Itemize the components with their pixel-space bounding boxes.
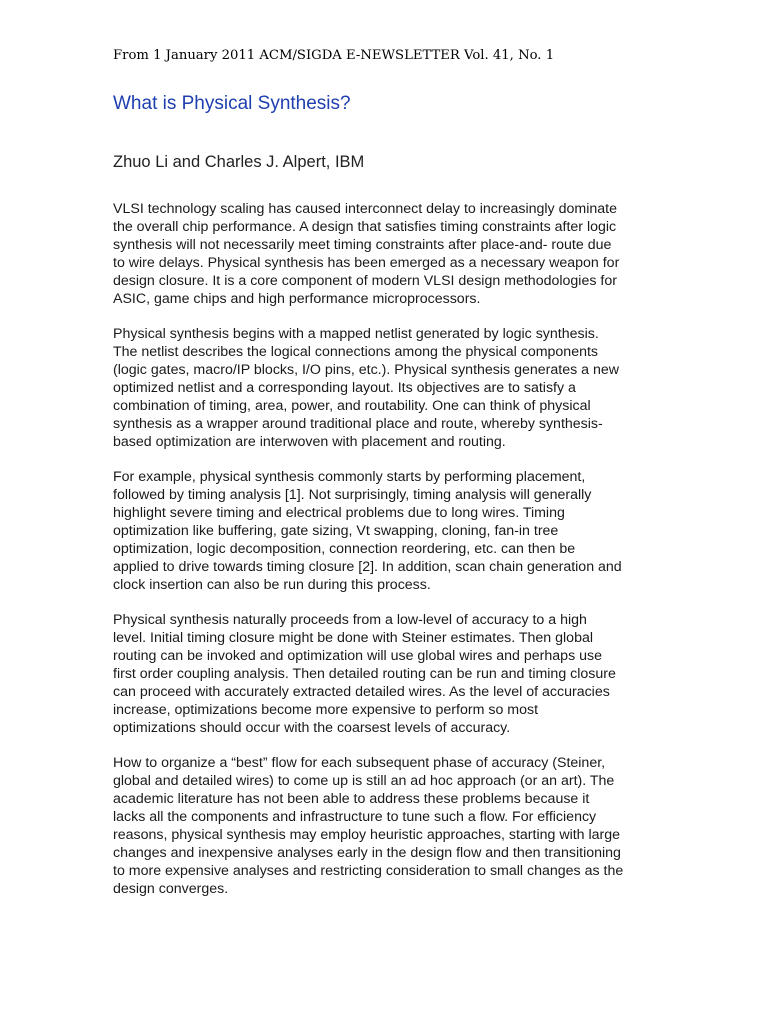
text-line: the overall chip performance. A design that satisfies timing constraints after logic <box>113 219 617 235</box>
text-line: How to organize a “best” flow for each subsequent phase of accuracy (Steiner, <box>113 755 606 771</box>
paragraph-netlist <box>113 325 658 451</box>
article-body <box>113 200 658 915</box>
text-line: level. Initial timing closure might be done with Steiner estimates. Then global <box>113 630 593 646</box>
text-line: applied to drive towards timing closure [2]. In addition, scan chain generation and <box>113 559 622 575</box>
text-line: combination of timing, area, power, and routability. One can think of physical <box>113 398 591 414</box>
text-line: synthesis will not necessarily meet timing constraints after place-and- route due <box>113 237 612 253</box>
text-line: ASIC, game chips and high performance microprocessors. <box>113 291 481 307</box>
text-line: design closure. It is a core component of modern VLSI design methodologies for <box>113 273 617 289</box>
article-title: What is Physical Synthesis? <box>113 93 351 114</box>
paragraph-example <box>113 468 658 594</box>
text-line: followed by timing analysis [1]. Not surprisingly, timing analysis will generally <box>113 487 592 503</box>
article-authors: Zhuo Li and Charles J. Alpert, IBM <box>113 153 365 171</box>
text-line: routing can be invoked and optimization will use global wires and perhaps use <box>113 648 602 664</box>
text-line: academic literature has not been able to address these problems because it <box>113 791 590 807</box>
text-line: first order coupling analysis. Then detailed routing can be run and timing closure <box>113 666 616 682</box>
paragraph-accuracy <box>113 611 658 737</box>
text-line: synthesis as a wrapper around traditional place and route, whereby synthesis- <box>113 416 603 432</box>
text-line: For example, physical synthesis commonly starts by performing placement, <box>113 469 586 485</box>
text-line: optimization, logic decomposition, connection reordering, etc. can then be <box>113 541 576 557</box>
text-line: highlight severe timing and electrical problems due to long wires. Timing <box>113 505 565 521</box>
text-line: lacks all the components and infrastructure to tune such a flow. For efficiency <box>113 809 597 825</box>
text-line: based optimization are interwoven with placement and routing. <box>113 434 506 450</box>
text-line: can proceed with accurately extracted detailed wires. As the level of accuracies <box>113 684 610 700</box>
text-line: Physical synthesis begins with a mapped netlist generated by logic synthesis. <box>113 326 599 342</box>
text-line: Physical synthesis naturally proceeds from a low-level of accuracy to a high <box>113 612 587 628</box>
text-line: VLSI technology scaling has caused interconnect delay to increasingly dominate <box>113 201 617 217</box>
text-line: design converges. <box>113 881 229 897</box>
text-line: The netlist describes the logical connections among the physical components <box>113 344 599 360</box>
text-line: optimizations should occur with the coarsest levels of accuracy. <box>113 720 511 736</box>
text-line: reasons, physical synthesis may employ heuristic approaches, starting with large <box>113 827 621 843</box>
text-line: to wire delays. Physical synthesis has been emerged as a necessary weapon for <box>113 255 620 271</box>
text-line: changes and inexpensive analyses early in the design flow and then transitioning <box>113 845 621 861</box>
text-line: (logic gates, macro/IP blocks, I/O pins, etc.). Physical synthesis generates a new <box>113 362 619 378</box>
text-line: to more expensive analyses and restricting consideration to small changes as the <box>113 863 624 879</box>
text-line: optimization like buffering, gate sizing, Vt swapping, cloning, fan-in tree <box>113 523 559 539</box>
text-line: optimized netlist and a corresponding layout. Its objectives are to satisfy a <box>113 380 576 396</box>
text-line: clock insertion can also be run during this process. <box>113 577 431 593</box>
paragraph-flow <box>113 754 658 898</box>
paragraph-intro <box>113 200 658 308</box>
newsletter-source-line: From 1 January 2011 ACM/SIGDA E-NEWSLETTER Vol. 41, No. 1 <box>113 48 555 63</box>
text-line: increase, optimizations become more expensive to perform so most <box>113 702 539 718</box>
text-line: global and detailed wires) to come up is still an ad hoc approach (or an art). The <box>113 773 615 789</box>
